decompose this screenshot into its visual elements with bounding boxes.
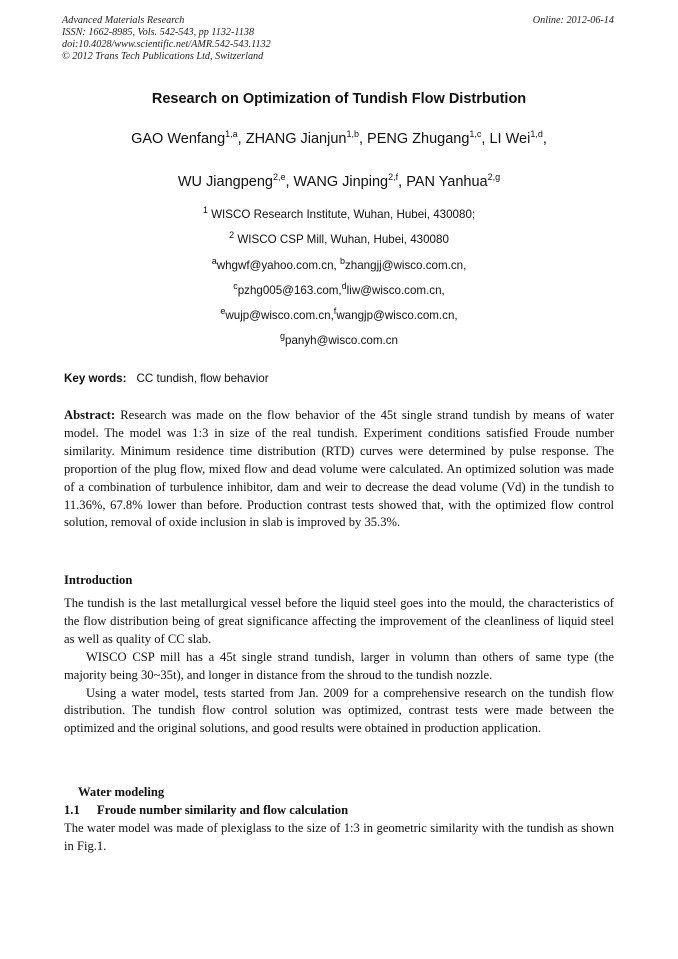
- author-name: WANG Jinping: [293, 174, 389, 190]
- abstract-text: Research was made on the flow behavior of the 45t single strand tundish by means of water model. The model was 1:3 in size of the real tundish. Experiment conditions satisfied Froude number similarity. Minimum residence time distribution (RTD) curves were determined by pulse response. The proportion of the plug flow, mixed flow and dead volume were calculated. An optimized solution was made of a combination of turbulence inhibitor, dam and weir to decrease the dead volume (Vd) in the tundish to 11.36%, 67.8% lower than before. Production contrast tests showed that, with the optimized flow control solution, removal of oxide inclusion in slab is improved by 35.3%.: [64, 408, 614, 530]
- email-address[interactable]: whgwf@yahoo.com.cn,: [216, 259, 337, 272]
- author-line-1: GAO Wenfang$^{1,a}$, ZHANG Jianjun$^{1,b}$, PENG Zhugang$^{1,c}$, LI Wei$^{1,d}$,: [131, 129, 547, 147]
- author-superscript: 2,g: [487, 172, 501, 183]
- affiliation-1: [0, 205, 678, 222]
- author-superscript: 1,c: [469, 129, 482, 140]
- paper-title: Research on Optimization of Tundish Flow Distrbution: [151, 91, 527, 107]
- email-superscript: c: [233, 281, 238, 292]
- subsection-title: Froude number similarity and flow calculation: [97, 803, 349, 817]
- affiliation-superscript: 1: [202, 205, 208, 216]
- email-superscript: f: [333, 306, 337, 317]
- journal-header: [62, 15, 614, 63]
- abstract: [64, 407, 614, 532]
- paragraph: The tundish is the last metallurgical vessel before the liquid steel goes into the mould, the characteristics of the flow distribution being of great significance affecting the improvement of the cleanliness of liquid steel as well as quality of CC slab.: [64, 596, 614, 646]
- email-superscript: g: [280, 331, 286, 342]
- email-address[interactable]: zhangjj@wisco.com.cn,: [344, 259, 467, 272]
- affiliation-text: WISCO CSP Mill, Wuhan, Hubei, 430080: [237, 233, 449, 246]
- journal-name: Advanced Materials Research: [62, 15, 185, 26]
- issn-line: ISSN: 1662-8985, Vols. 542-543, pp 1132-1138: [62, 27, 255, 38]
- email-superscript: e: [220, 306, 226, 317]
- paragraph: WISCO CSP mill has a 45t single strand tundish, larger in volumn than others of same type (the majority being 30~35t), and longer in distance from the shroud to the tundish nozzle.: [64, 649, 614, 682]
- section-heading: Water modeling: [78, 785, 165, 799]
- introduction-heading: Introduction: [64, 573, 133, 587]
- author-name: ZHANG Jianjun: [245, 131, 347, 147]
- author-superscript: 1,d: [530, 129, 543, 140]
- author-name: WU Jiangpeng: [177, 174, 273, 190]
- paragraph: The water model was made of plexiglass to the size of 1:3 in geometric similarity with the tundish as shown in Fig.1.: [64, 821, 614, 853]
- affiliation-superscript: 2: [229, 230, 235, 241]
- email-line-4: [0, 331, 678, 348]
- email-superscript: a: [211, 256, 217, 267]
- author-name: PAN Yanhua: [406, 174, 488, 190]
- author-line-2: WU Jiangpeng$^{2,e}$, WANG Jinping$^{2,f}$, PAN Yanhua$^{2,g}$: [177, 172, 501, 190]
- email-address[interactable]: pzhg005@163.com,: [237, 284, 342, 297]
- author-name: LI Wei: [489, 131, 531, 147]
- abstract-label: Abstract:: [64, 408, 116, 422]
- author-name: GAO Wenfang: [131, 131, 226, 147]
- email-superscript: d: [341, 281, 347, 292]
- email-superscript: b: [339, 256, 345, 267]
- copyright-line: © 2012 Trans Tech Publications Ltd, Switzerland: [62, 51, 264, 62]
- doi-line: doi:10.4028/www.scientific.net/AMR.542-543.1132: [62, 39, 271, 50]
- keywords: [64, 372, 269, 386]
- author-superscript: 2,e: [272, 172, 286, 183]
- introduction-body: [64, 595, 614, 738]
- affiliation-2: [0, 230, 678, 247]
- subsection-number: 1.1: [64, 803, 80, 817]
- author-superscript: 2,f: [388, 172, 399, 183]
- keywords-text: CC tundish, flow behavior: [136, 372, 269, 385]
- email-line-3: [0, 306, 678, 323]
- email-address[interactable]: panyh@wisco.com.cn: [285, 334, 398, 347]
- online-date: Online: 2012-06-14: [532, 15, 614, 26]
- email-address[interactable]: wangjp@wisco.com.cn,: [336, 309, 458, 322]
- email-address[interactable]: liw@wisco.com.cn,: [346, 284, 445, 297]
- author-name: PENG Zhugang: [367, 131, 470, 147]
- email-line-1: [0, 256, 678, 273]
- author-superscript: 1,a: [225, 129, 238, 140]
- subsection-heading: [64, 802, 348, 818]
- keywords-label: Key words:: [64, 372, 127, 385]
- author-superscript: 1,b: [346, 129, 359, 140]
- email-line-2: [0, 281, 678, 298]
- affiliation-text: WISCO Research Institute, Wuhan, Hubei, 430080;: [211, 208, 476, 221]
- paragraph: Using a water model, tests started from Jan. 2009 for a comprehensive research on the tundish flow distribution. The tundish flow control solution was optimized, contrast tests were made between the optimized and the original solutions, and good results were obtained in production application.: [64, 685, 614, 736]
- email-address[interactable]: wujp@wisco.com.cn,: [225, 309, 334, 322]
